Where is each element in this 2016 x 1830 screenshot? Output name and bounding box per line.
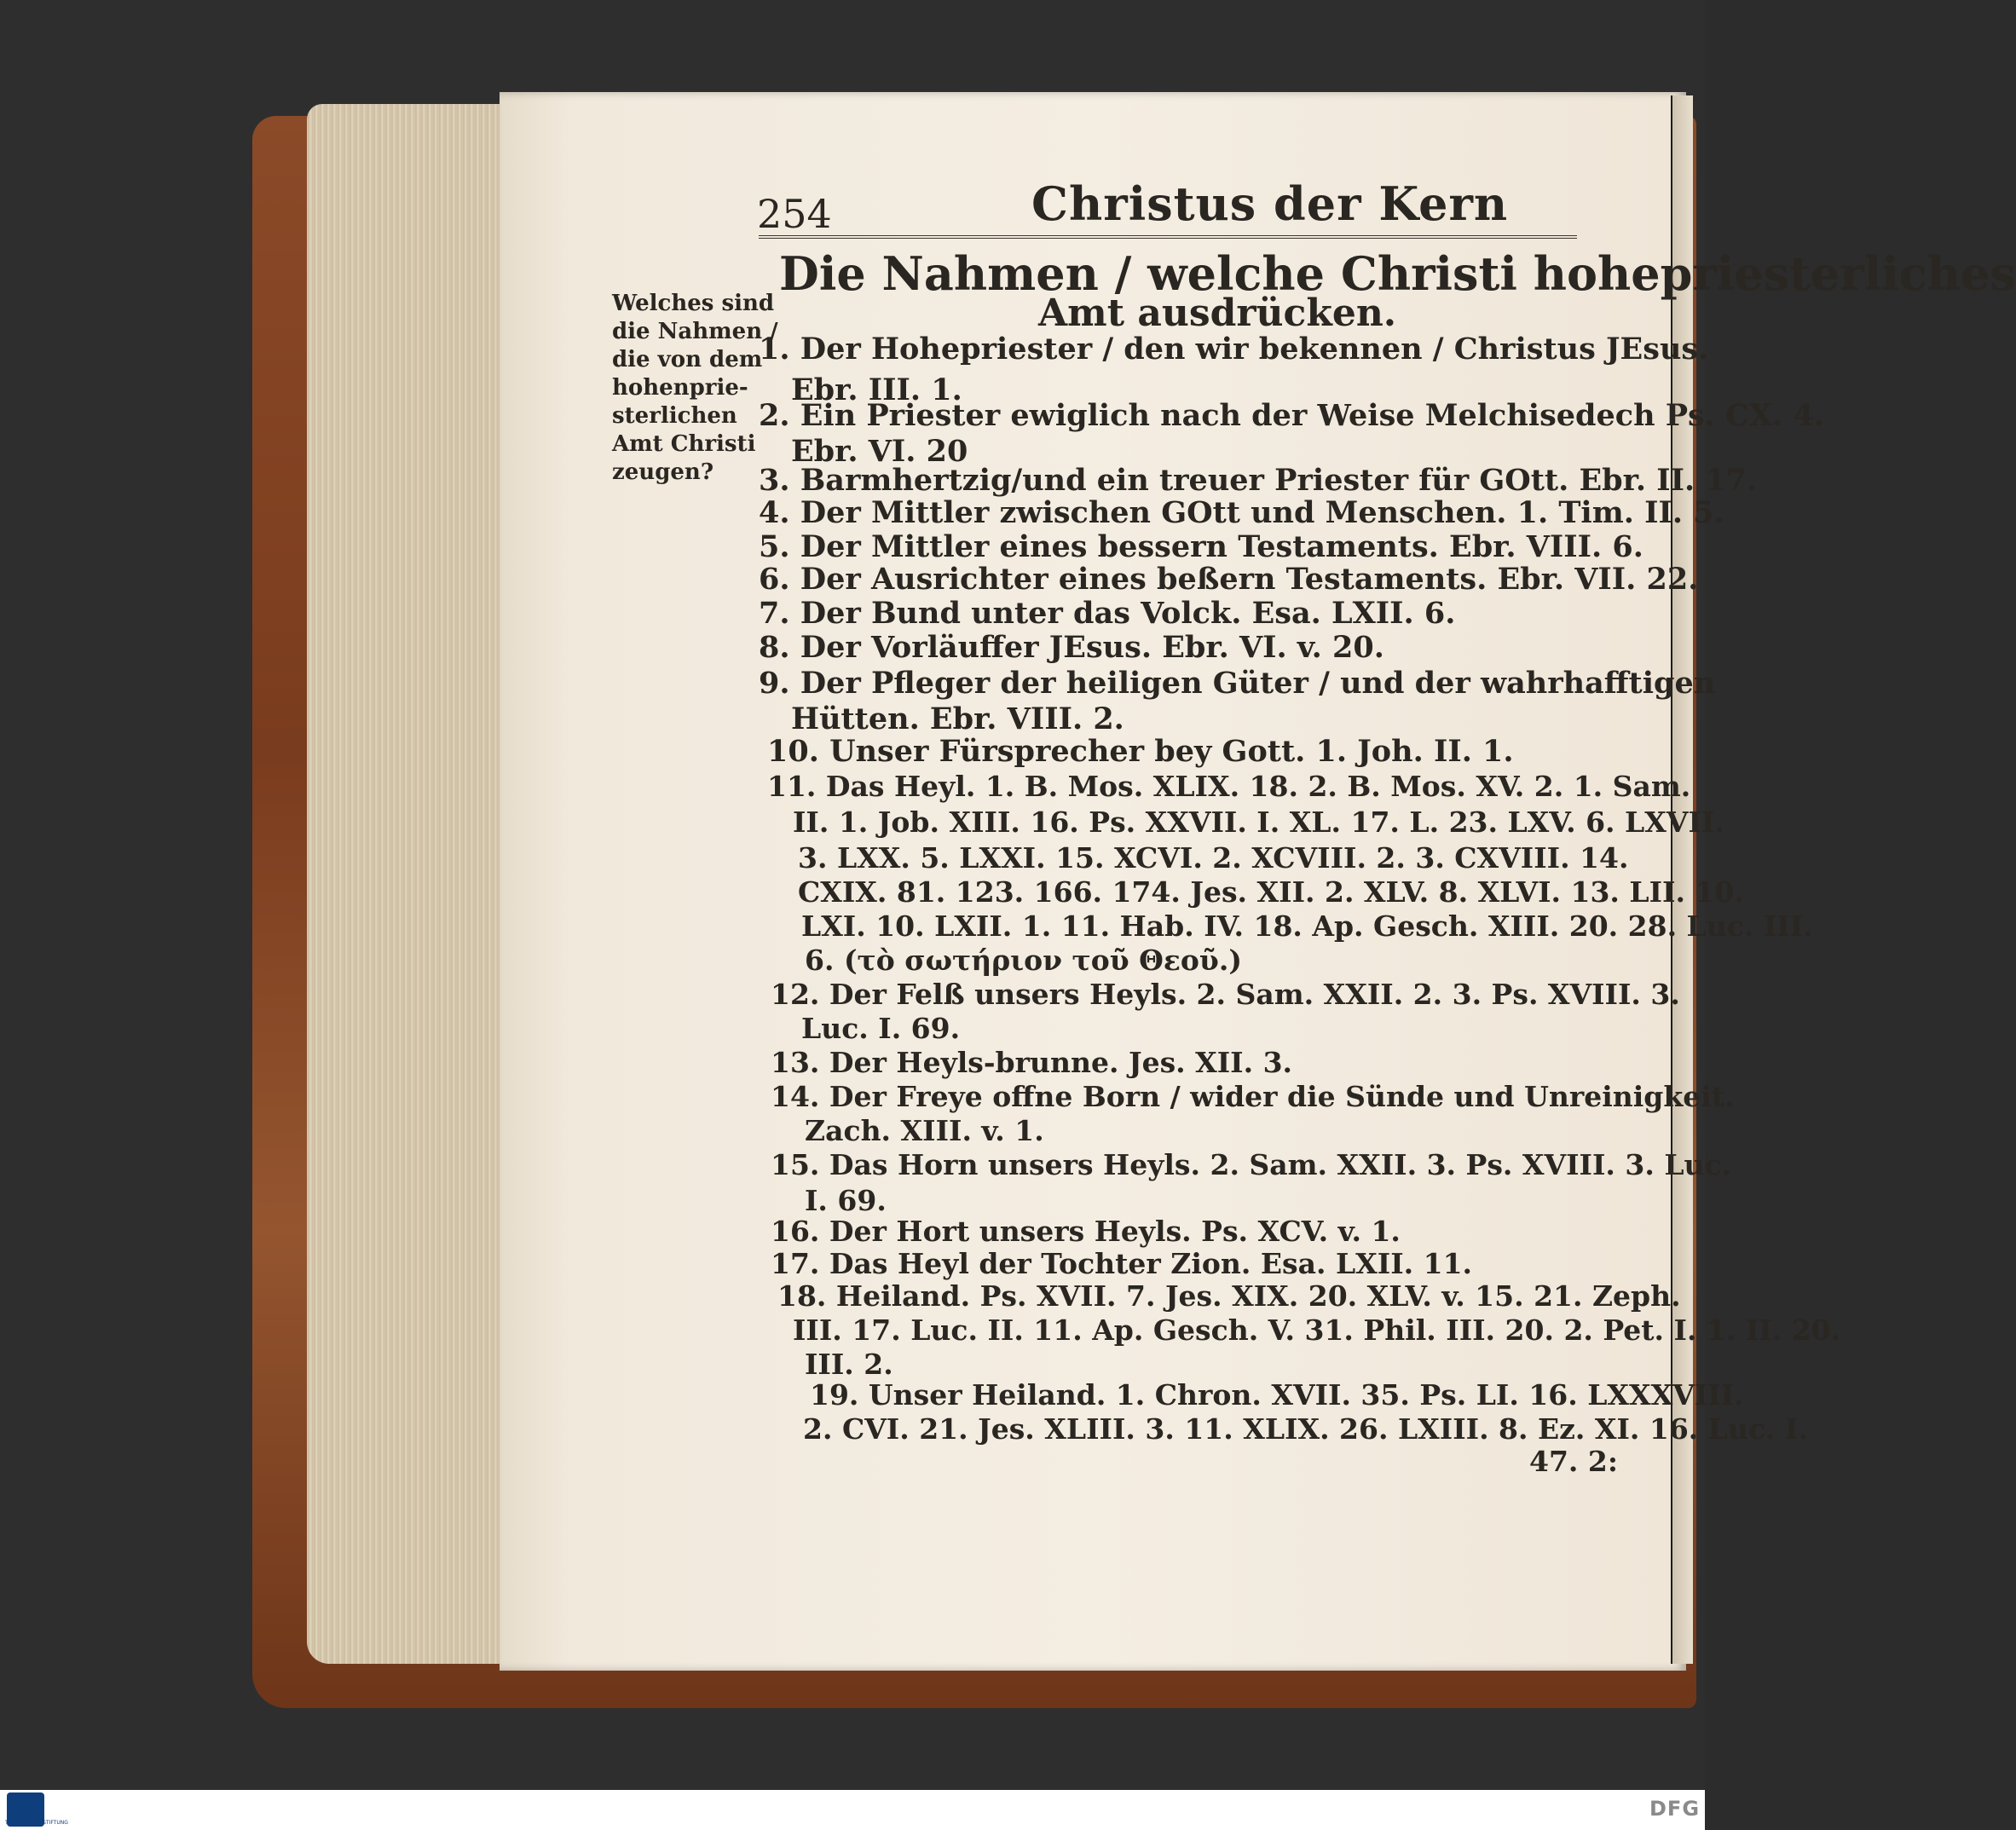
entry-line-greek: 6. (τὸ σωτήριον τοῦ Θεοῦ.) [805,944,1242,977]
margin-note [612,290,778,487]
margin-note-line: die von dem [612,347,763,372]
entry-line: 5. Der Mittler eines bessern Testaments. Ebr. VIII. 6. [759,529,1643,564]
entry-line: 9. Der Pfleger der heiligen Güter / und der wahrhafftigen [759,666,1716,701]
entry-line: II. 1. Job. XIII. 16. Ps. XXVII. I. XL. 17. L. 23. LXV. 6. LXVII. [793,805,1724,839]
entry-line: 2. CVI. 21. Jes. XLIII. 3. 11. XLIX. 26. LXIII. 8. Ez. XI. 16. Luc. I. [803,1412,1808,1446]
entry-line: 12. Der Felß unsers Heyls. 2. Sam. XXII. 2. 3. Ps. XVIII. 3. [771,978,1680,1011]
entry-line: Hütten. Ebr. VIII. 2. [791,701,1124,736]
entry-line: 17. Das Heyl der Tochter Zion. Esa. LXII. 11. [771,1247,1473,1280]
section-heading: Die Nahmen / welche Christi hohepriesterliches [779,246,2016,301]
entry-line: Ebr. VI. 20 [791,434,968,469]
entry-line: 3. Barmhertzig/und ein treuer Priester für GOtt. Ebr. II. 17. [759,463,1758,498]
margin-note-line: Amt Christi [612,431,756,457]
entry-line: CXIX. 81. 123. 166. 174. Jes. XII. 2. XLV. 8. XLVI. 13. LII. 10. [798,875,1744,909]
entry-line: 2. Ein Priester ewiglich nach der Weise Melchisedech Ps. CX. 4. [759,398,1825,433]
entry-line: 15. Das Horn unsers Heyls. 2. Sam. XXII. 3. Ps. XVIII. 3. Luc. [771,1148,1732,1181]
margin-note-line: sterlichen [612,403,737,429]
section-heading-continued: Amt ausdrücken. [1038,292,1397,335]
entry-line: I. 69. [805,1184,887,1217]
catchword: 47. 2: [1529,1445,1619,1478]
entry-line: III. 17. Luc. II. 11. Ap. Gesch. V. 31. Phil. III. 20. 2. Pet. I. 1. II. 20. [793,1313,1841,1347]
entry-line: 18. Heiland. Ps. XVII. 7. Jes. XIX. 20. XLV. v. 15. 21. Zeph. [777,1279,1681,1313]
entry-line: Zach. XIII. v. 1. [805,1114,1044,1147]
margin-note-line: die Nahmen / [612,319,778,344]
running-head: Christus der Kern [1031,176,1509,231]
entry-line: Ebr. III. 1. [791,372,962,407]
entry-line: 4. Der Mittler zwischen GOtt und Menschen. 1. Tim. II. 5. [759,495,1724,530]
entry-line: 16. Der Hort unsers Heyls. Ps. XCV. v. 1. [771,1215,1401,1248]
entry-line: 11. Das Heyl. 1. B. Mos. XLIX. 18. 2. B. Mos. XV. 2. 1. Sam. [767,770,1691,803]
library-logo-label: TRANSKRIBUS STIFTUNG [5,1820,68,1826]
entry-line: 8. Der Vorläuffer JEsus. Ebr. VI. v. 20. [759,630,1384,665]
entry-line: 10. Unser Fürsprecher bey Gott. 1. Joh. II. 1. [767,734,1514,769]
margin-note-line: zeugen? [612,459,714,485]
entry-line: LXI. 10. LXII. 1. 11. Hab. IV. 18. Ap. Gesch. XIII. 20. 28. Luc. III. [801,909,1813,943]
dfg-logo: DFG [1649,1797,1701,1821]
entry-line: III. 2. [805,1348,893,1381]
entry-line: 19. Unser Heiland. 1. Chron. XVII. 35. Ps. LI. 16. LXXXVIII. [810,1378,1744,1411]
header-rule [759,235,1577,239]
margin-note-line: hohenprie- [612,375,748,401]
entry-line: 13. Der Heyls-brunne. Jes. XII. 3. [771,1046,1293,1079]
entry-line: 7. Der Bund unter das Volck. Esa. LXII. 6. [759,596,1456,631]
viewer-footer [0,1790,1705,1830]
page-number: 254 [757,191,832,237]
entry-line: 3. LXX. 5. LXXI. 15. XCVI. 2. XCVIII. 2. 3. CXVIII. 14. [798,841,1629,875]
entry-line: 14. Der Freye offne Born / wider die Sünde und Unreinigkeit. [771,1080,1735,1113]
margin-note-line: Welches sind [612,291,775,316]
entry-line: 1. Der Hohepriester / den wir bekennen / Christus JEsus. [759,332,1709,367]
entry-line: 6. Der Ausrichter eines beßern Testaments. Ebr. VII. 22. [759,562,1699,597]
entry-line: Luc. I. 69. [801,1012,961,1045]
